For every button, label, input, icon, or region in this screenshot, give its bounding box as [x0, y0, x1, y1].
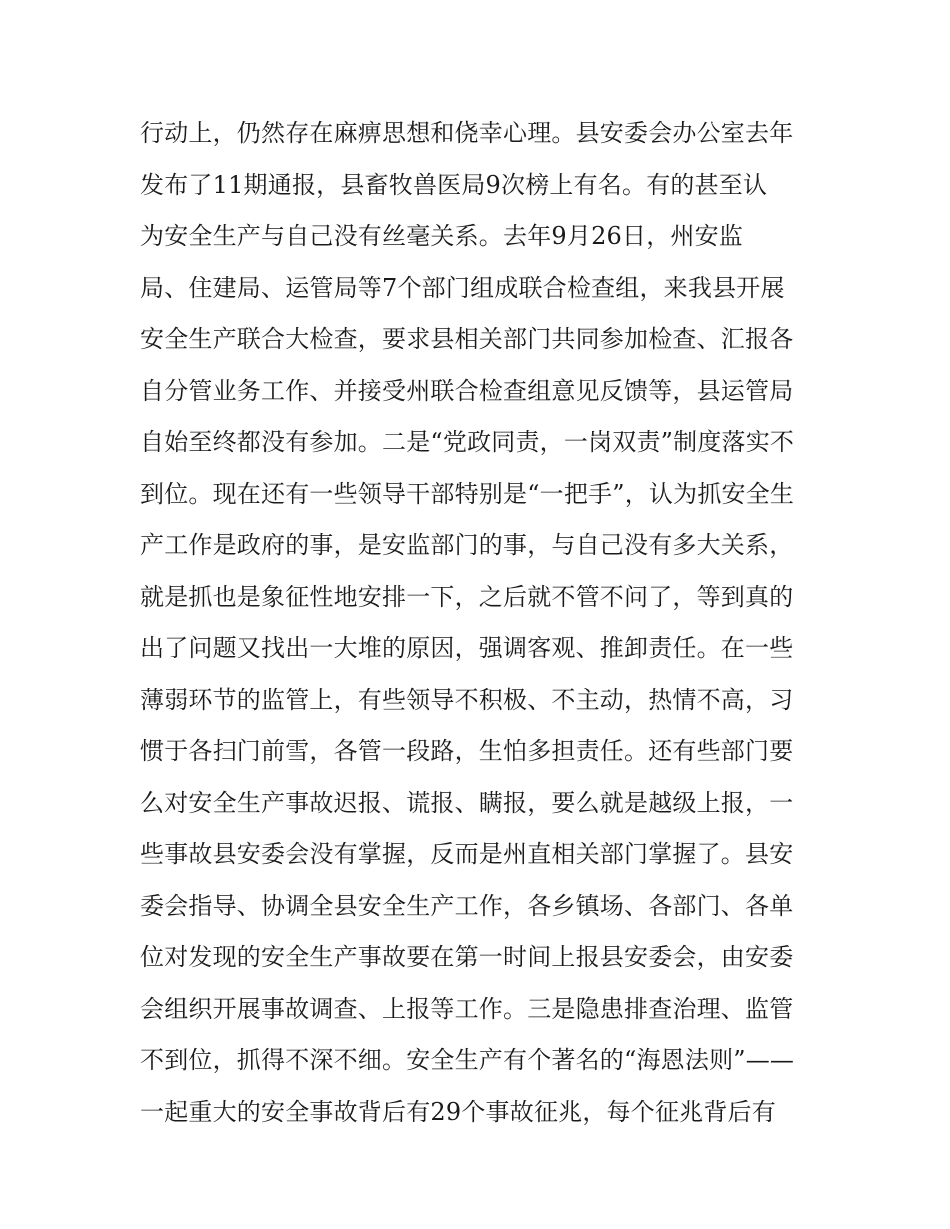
text-line: 安全生产联合大检查，要求县相关部门共同参加检查、汇报各 — [140, 325, 794, 353]
text-line: 委会指导、协调全县安全生产工作，各乡镇场、各部门、各单 — [140, 891, 794, 920]
text-line: 发布了11期通报，县畜牧兽医局9次榜上有名。有的甚至认 — [140, 170, 768, 199]
text-line: 为安全生产与自己没有丝毫关系。去年9月26日，州安监 — [140, 222, 744, 250]
text-line: 些事故县安委会没有掌握，反而是州直相关部门掌握了。县安 — [140, 840, 794, 868]
text-line: 局、住建局、运管局等7个部门组成联合检查组，来我县开展 — [140, 273, 785, 302]
text-line: 到位。现在还有一些领导干部特别是“一把手”，认为抓安全生 — [140, 479, 795, 508]
text-line: 不到位，抓得不深不细。安全生产有个著名的“海恩法则”—— — [140, 1046, 795, 1074]
text-line: 会组织开展事故调查、上报等工作。三是隐患排查治理、监管 — [140, 994, 794, 1023]
text-line: 产工作是政府的事，是安监部门的事，与自己没有多大关系， — [140, 531, 794, 559]
text-line: 薄弱环节的监管上，有些领导不积极、不主动，热情不高，习 — [140, 685, 794, 714]
text-line: 位对发现的安全生产事故要在第一时间上报县安委会，由安委 — [140, 943, 794, 971]
text-line: 就是抓也是象征性地安排一下，之后就不管不问了，等到真的 — [140, 582, 794, 611]
text-line: 么对安全生产事故迟报、谎报、瞒报，要么就是越级上报，一 — [140, 788, 794, 817]
text-line: 惯于各扫门前雪，各管一段路，生怕多担责任。还有些部门要 — [140, 737, 794, 765]
text-line: 行动上，仍然存在麻痹思想和侥幸心理。县安委会办公室去年 — [140, 119, 794, 147]
body-text — [140, 108, 820, 1138]
text-line: 自分管业务工作、并接受州联合检查组意见反馈等，县运管局 — [140, 376, 794, 405]
text-line: 一起重大的安全事故背后有29个事故征兆，每个征兆背后有 — [140, 1097, 776, 1126]
text-line: 出了问题又找出一大堆的原因，强调客观、推卸责任。在一些 — [140, 634, 794, 662]
text-line: 自始至终都没有参加。二是“党政同责，一岗双责”制度落实不 — [140, 428, 795, 456]
